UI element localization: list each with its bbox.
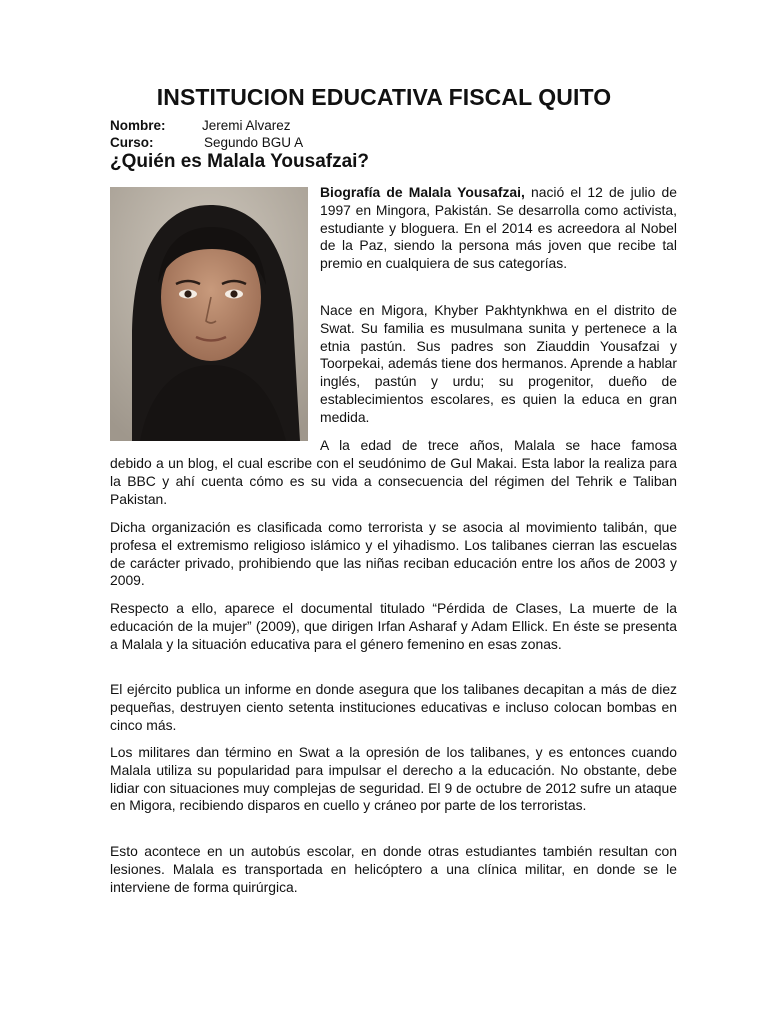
student-course-row [110,134,303,151]
paragraph-birthplace: Nace en Migora, Khyber Pakhtynkhwa en el distrito de Swat. Su familia es musulmana sunita y pertenece a la etnia pastún. Sus padres son Ziauddin Yousafzai y Toorpekai, además tiene dos hermanos. Aprende a hablar inglés, pastún y urdu; su progenitor, dueño de establecimientos escolares, es quien la educa en gran medida. [320,302,677,425]
student-name-label: Nombre: [110,118,166,133]
portrait-photo [110,187,308,441]
paragraph-army-report: El ejército publica un informe en donde asegura que los talibanes decapitan a más de diez pequeñas, destruyen ciento setenta instituciones educativas e incluso colocan bombas en cinco más. [110,681,677,733]
left-pupil [184,290,191,297]
right-pupil [230,290,237,297]
paragraph-biography-intro [320,184,677,273]
paragraph-blog-lead: A la edad de trece años, Malala se hace famosa [320,437,677,453]
section-subtitle: ¿Quién es Malala Yousafzai? [110,151,370,172]
student-name-value: Jeremi Alvarez [202,118,291,133]
student-course-value: Segundo BGU A [204,135,304,150]
student-name-row [110,117,291,134]
paragraph-text: nació el 12 de julio de 1997 en Mingora, Pakistán. Se desarrolla como activista, estudiante y bloguera. En el 2014 es acreedora al Nobel de la Paz, siendo la persona más joven que recibe tal premio en cualquiera de sus categorías. [320,184,677,272]
paragraph-documentary: Respecto a ello, aparece el documental titulado “Pérdida de Clases, La muerte de la educación de la mujer” (2009), que dirigen Irfan Asharaf y Adam Ellick. En éste se presenta a Malala y la situación educativa para el género femenino en esas zonas. [110,600,677,652]
student-course-label: Curso: [110,135,154,150]
portrait-illustration [110,187,308,441]
paragraph-lead-bold: Biografía de Malala Yousafzai, [320,184,525,200]
document-title: INSTITUCION EDUCATIVA FISCAL QUITO [156,84,612,110]
paragraph-attack: Los militares dan término en Swat a la opresión de los talibanes, y es entonces cuando Malala utiliza su popularidad para impulsar el derecho a la educación. No obstante, debe lidiar con situaciones muy complejas de seguridad. El 9 de octubre de 2012 sufre un ataque en Migora, recibiendo disparos en cuello y cráneo por parte de los terroristas. [110,744,677,814]
paragraph-bus: Esto acontece en un autobús escolar, en donde otras estudiantes también resultan con lesiones. Malala es transportada en helicóptero a una clínica militar, en donde se le interviene de forma quirúrgica. [110,843,677,895]
paragraph-organization: Dicha organización es clasificada como terrorista y se asocia al movimiento talibán, que profesa el extremismo religioso islámico y el yihadismo. Los talibanes cierran las escuelas de carácter privado, prohibiendo que las niñas reciban educación entre los años de 2003 y 2009. [110,519,677,589]
paragraph-blog: debido a un blog, el cual escribe con el seudónimo de Gul Makai. Esta labor la realiza para la BBC y ahí cuenta cómo es su vida a consecuencia del régimen del Tehrik e Taliban Pakistan. [110,455,677,507]
